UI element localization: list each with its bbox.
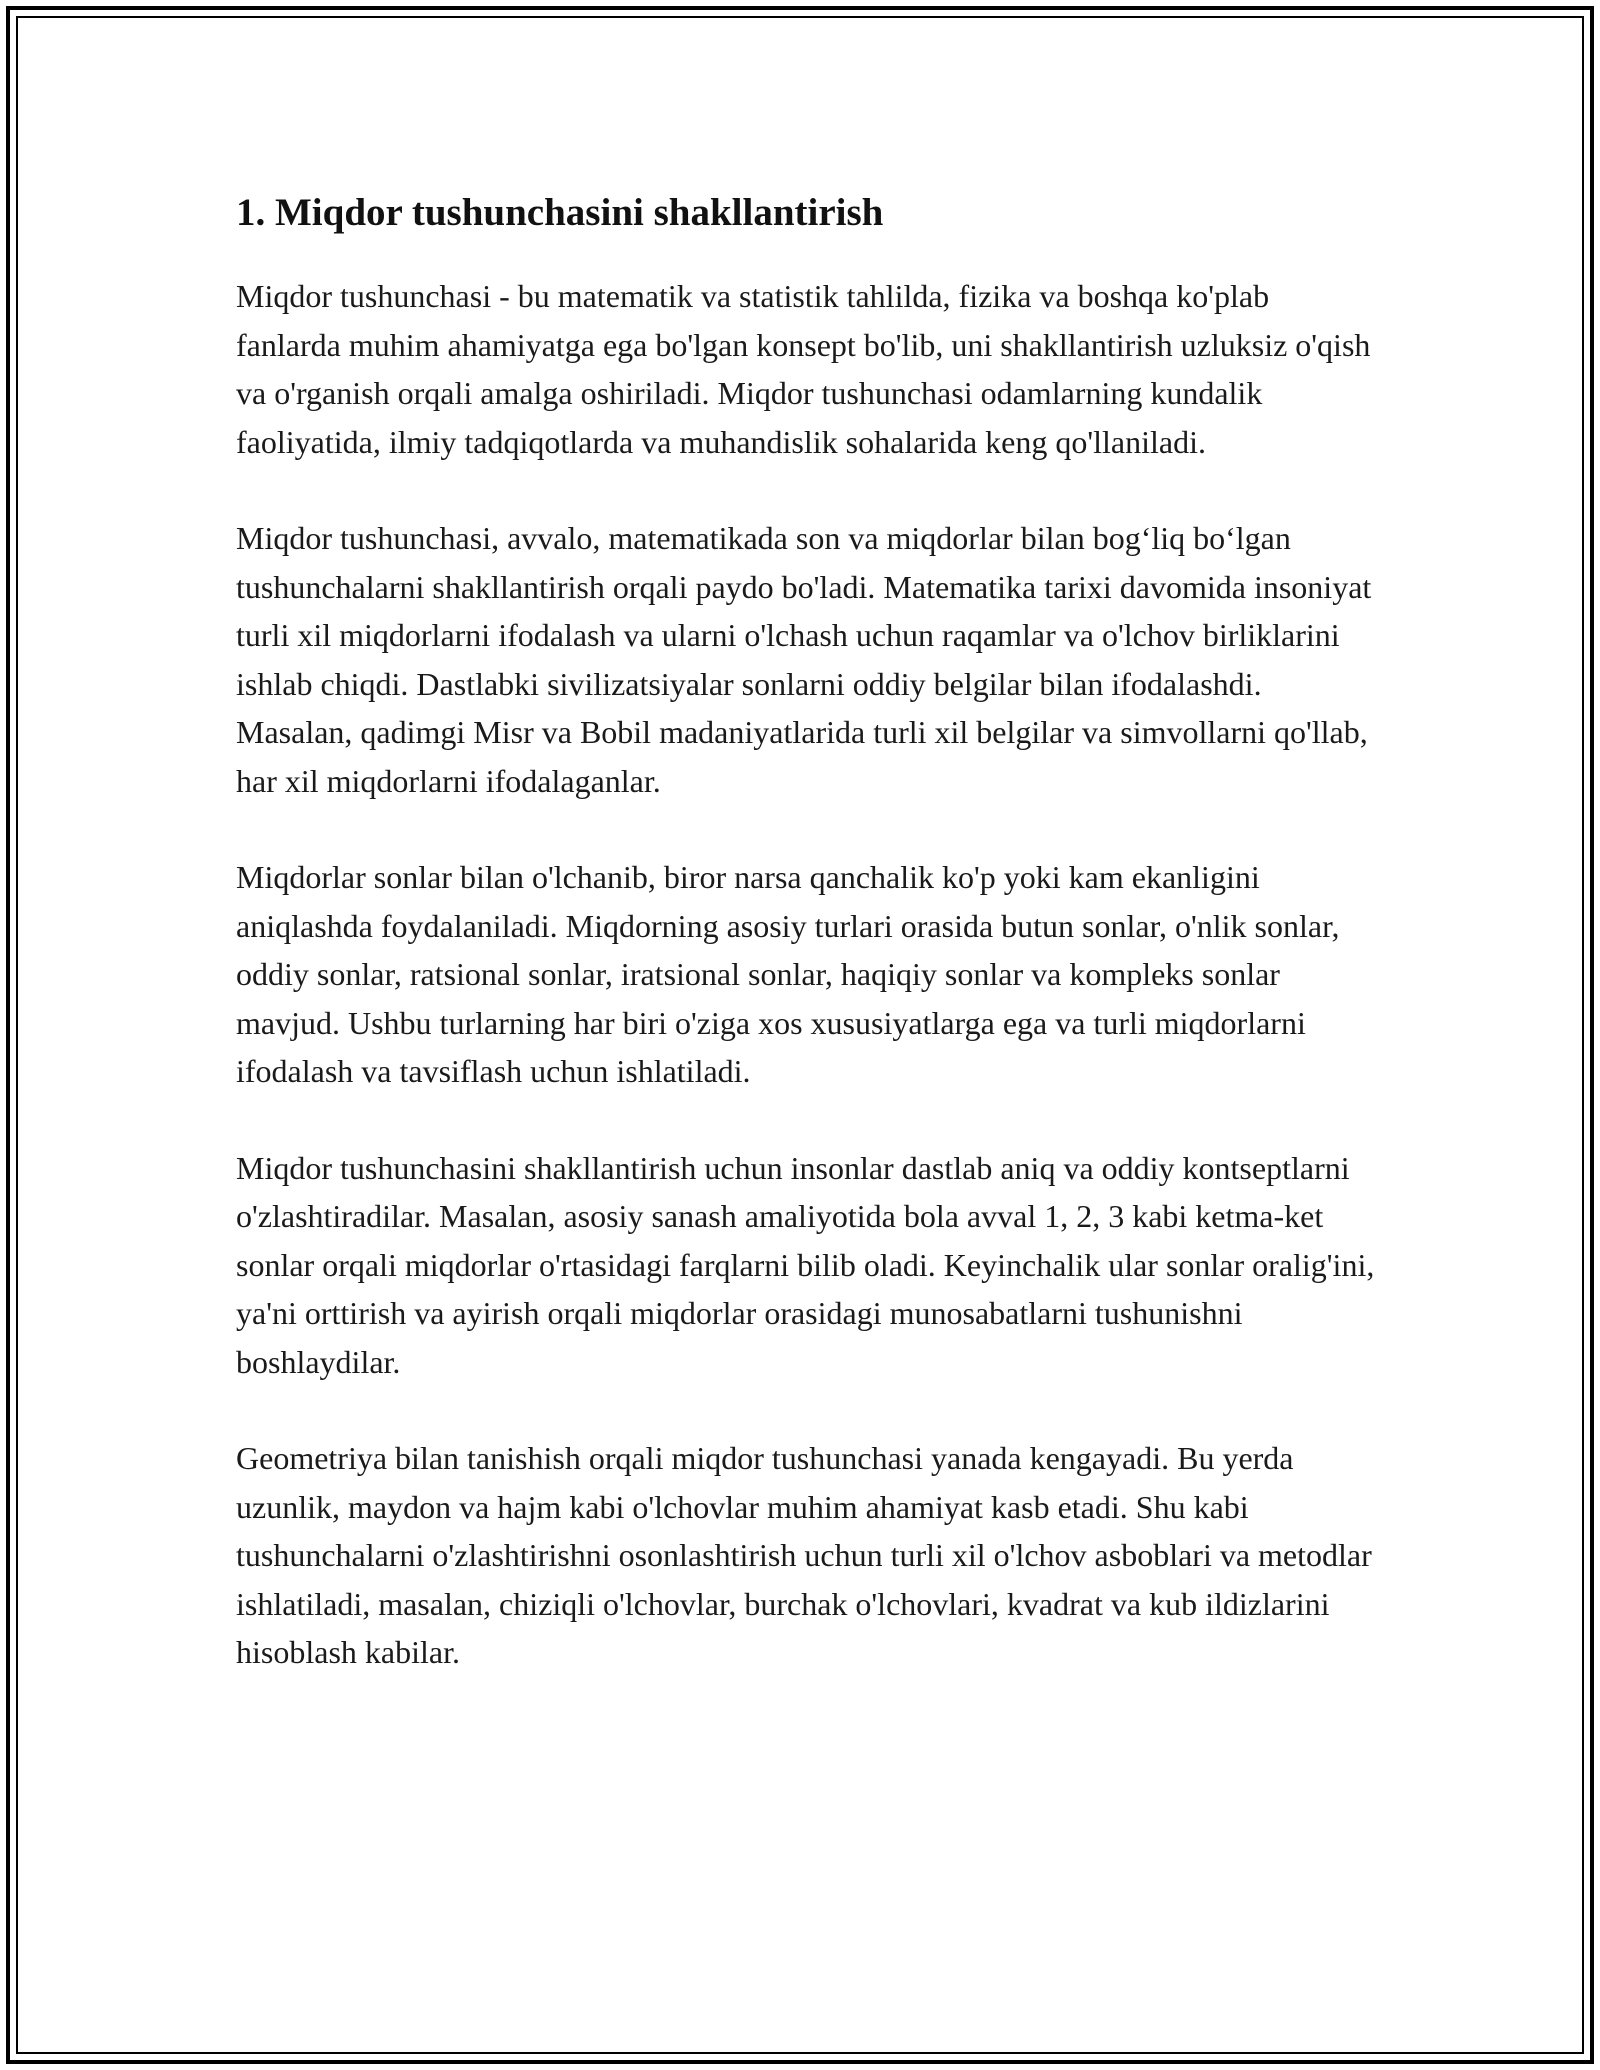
paragraph-3: Miqdorlar sonlar bilan o'lchanib, biror narsa qanchalik ko'p yoki kam ekanligini aniqlashda foydalaniladi. Miqdorning asosiy turlari orasida butun sonlar, o'nlik sonlar, oddiy sonlar, ratsional sonlar, iratsional sonlar, haqiqiy sonlar va kompleks sonlar mavjud. Ushbu turlarning har biri o'ziga xos xususiyatlarga ega va turli miqdorlarni ifodalash va tavsiflash uchun ishlatiladi.: [236, 859, 1340, 1089]
paragraph-4: Miqdor tushunchasini shakllantirish uchun insonlar dastlab aniq va oddiy kontseptlarni o'zlashtiradilar. Masalan, asosiy sanash amaliyotida bola avval 1, 2, 3 kabi ketma-ket sonlar orqali miqdorlar o'rtasidagi farqlarni bilib oladi. Keyinchalik ular sonlar oralig'ini, ya'ni orttirish va ayirish orqali miqdorlar orasidagi munosabatlarni tushunishni boshlaydilar.: [236, 1149, 1375, 1380]
paragraph-1: Miqdor tushunchasi - bu matematik va statistik tahlilda, fizika va boshqa ko'plab fanlarda muhim ahamiyatga ega bo'lgan konsept bo'lib, uni shakllantirish uzluksiz o'qish va o'rganish orqali amalga oshiriladi. Miqdor tushunchasi odamlarning kundalik faoliyatida, ilmiy tadqiqotlarda va muhandislik sohalarida keng qo'llaniladi.: [236, 278, 1371, 460]
document-body: [236, 184, 1376, 1725]
section-heading: 1. Miqdor tushunchasini shakllantirish: [236, 191, 884, 234]
paragraph-2: Miqdor tushunchasi, avvalo, matematikada son va miqdorlar bilan bog‘liq bo‘lgan tushunchalarni shakllantirish orqali paydo bo'ladi. Matematika tarixi davomida insoniyat turli xil miqdorlarni ifodalash va ularni o'lchash uchun raqamlar va o'lchov birliklarini ishlab chiqdi. Dastlabki sivilizatsiyalar sonlarni oddiy belgilar bilan ifodalashdi. Masalan, qadimgi Misr va Bobil madaniyatlarida turli xil belgilar va simvollarni qo'llab, har xil miqdorlarni ifodalaganlar.: [236, 520, 1372, 799]
paragraph-5: Geometriya bilan tanishish orqali miqdor tushunchasi yanada kengayadi. Bu yerda uzunlik, maydon va hajm kabi o'lchovlar muhim ahamiyat kasb etadi. Shu kabi tushunchalarni o'zlashtirishni osonlashtirish uchun turli xil o'lchov asboblari va metodlar ishlatiladi, masalan, chiziqli o'lchovlar, burchak o'lchovlari, kvadrat va kub ildizlarini hisoblash kabilar.: [236, 1440, 1372, 1670]
